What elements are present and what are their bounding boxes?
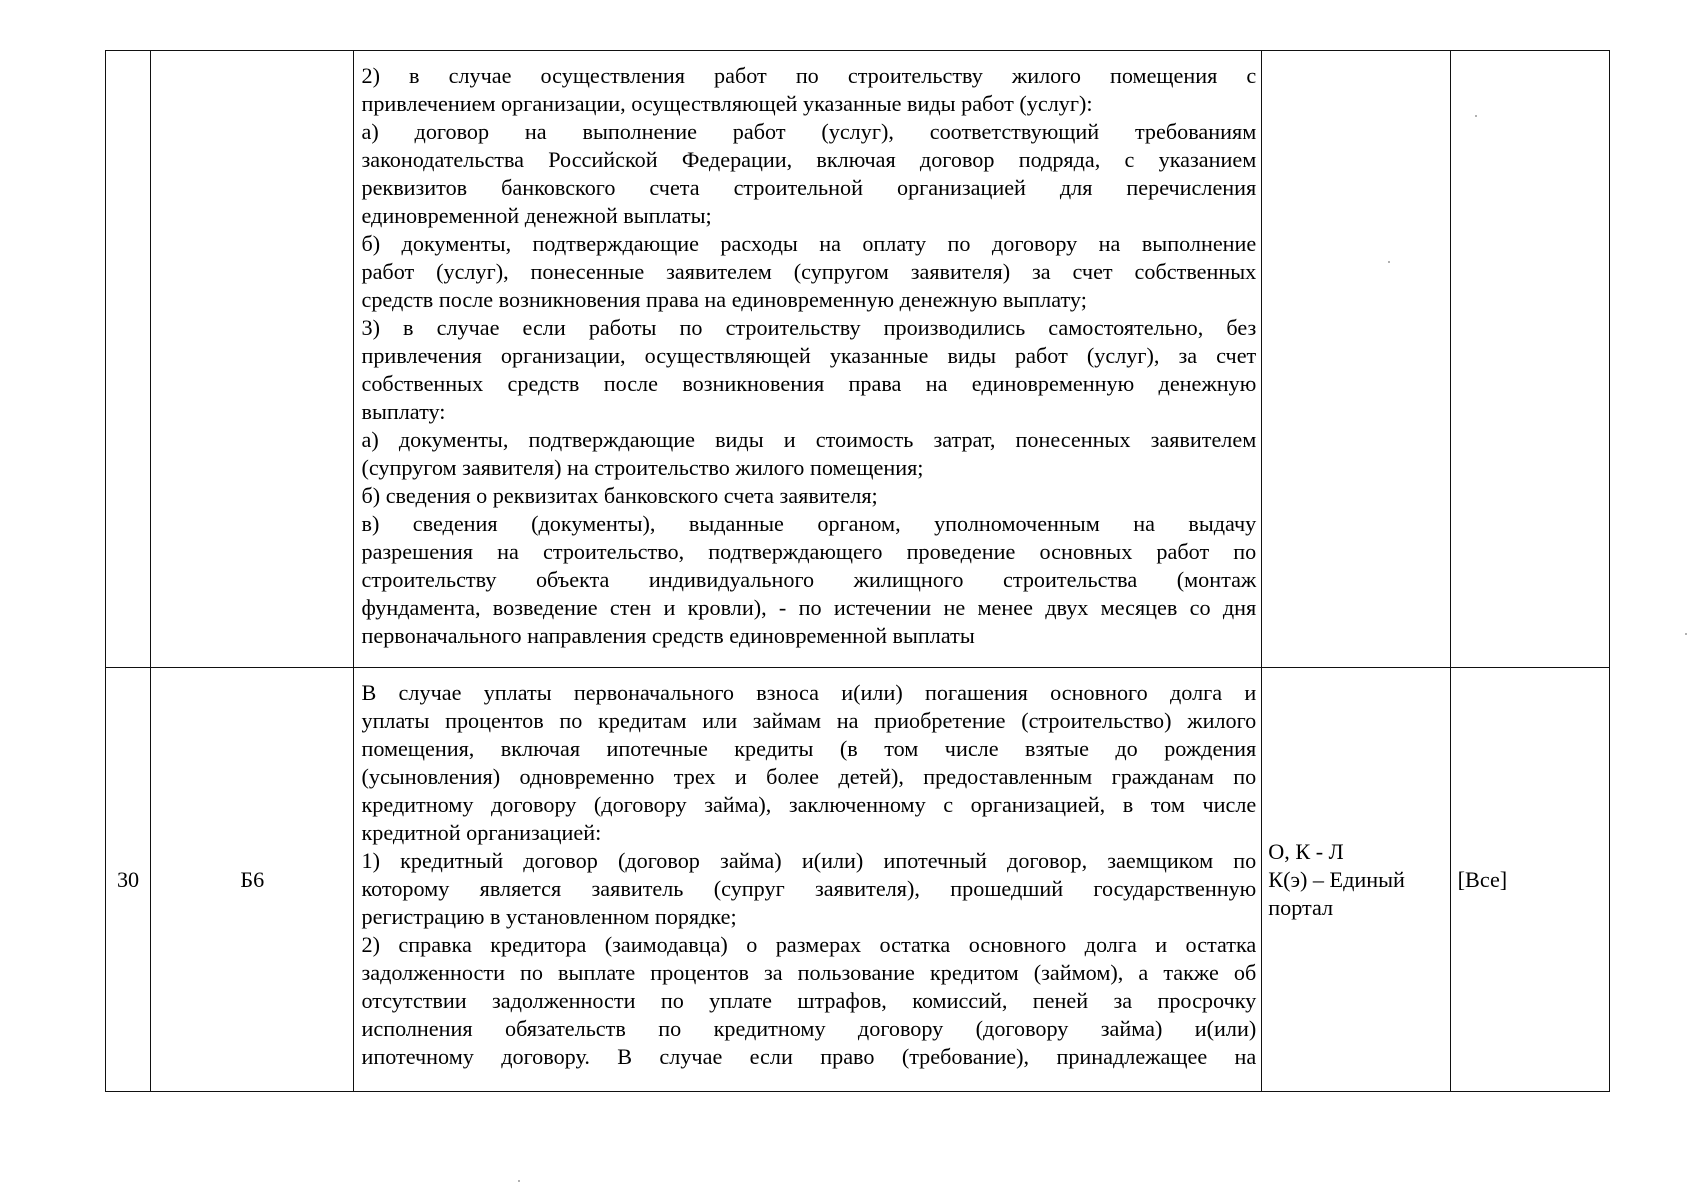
text-line: б) сведения о реквизитах банковского счета заявителя; <box>361 483 878 508</box>
table-row <box>106 51 1610 668</box>
text-line: законодательства Российской Федерации, включая договор подряда, с указанием <box>361 147 1257 172</box>
code-cell: Б6 <box>151 668 354 1092</box>
document-list-cell <box>354 51 1262 668</box>
document-list-cell <box>354 668 1262 1092</box>
text-line: отсутствии задолженности по уплате штрафов, комиссий, пеней за просрочку <box>361 988 1257 1013</box>
code-cell <box>151 51 354 668</box>
text-line: уплаты процентов по кредитам или займам на приобретение (строительство) жилого <box>361 708 1257 733</box>
text-line: кредитному договору (договору займа), заключенному с организацией, в том числе <box>361 792 1257 817</box>
text-line: 3) в случае если работы по строительству производились самостоятельно, без <box>361 315 1257 340</box>
text-line: регистрацию в установленном порядке; <box>361 904 737 929</box>
scan-speck <box>1685 633 1687 635</box>
text-line: В случае уплаты первоначального взноса и(или) погашения основного долга и <box>361 680 1257 705</box>
text-line: выплату: <box>361 399 446 424</box>
submission-form-cell <box>1262 668 1450 1092</box>
scan-speck <box>1388 261 1390 263</box>
text-line: привлечением организации, осуществляющей указанные виды работ (услуг): <box>361 91 1093 116</box>
text-line: строительству объекта индивидуального жилищного строительства (монтаж <box>361 567 1257 592</box>
document-table <box>105 50 1610 1092</box>
submission-form-cell <box>1262 51 1450 668</box>
text-line: средств после возникновения права на единовременную денежную выплату; <box>361 287 1087 312</box>
scan-speck <box>1475 115 1477 117</box>
text-line: 2) справка кредитора (заимодавца) о размерах остатка основного долга и остатка <box>361 932 1257 957</box>
text-line: а) договор на выполнение работ (услуг), соответствующий требованиям <box>361 119 1257 144</box>
text-line: разрешения на строительство, подтверждающего проведение основных работ по <box>361 539 1257 564</box>
text-line: (усыновления) одновременно трех и более детей), предоставленным гражданам по <box>361 764 1257 789</box>
text-line: фундамента, возведение стен и кровли), - по истечении не менее двух месяцев со дня <box>361 595 1257 620</box>
text-line: собственных средств после возникновения права на единовременную денежную <box>361 371 1257 396</box>
text-line: в) сведения (документы), выданные органом, уполномоченным на выдачу <box>361 511 1257 536</box>
table-row <box>106 668 1610 1092</box>
text-line: а) документы, подтверждающие виды и стоимость затрат, понесенных заявителем <box>361 427 1257 452</box>
form-line: портал <box>1268 894 1334 920</box>
row-number-cell: 30 <box>106 668 151 1092</box>
text-line: помещения, включая ипотечные кредиты (в том числе взятые до рождения <box>361 736 1257 761</box>
text-line: первоначального направления средств единовременной выплаты <box>361 623 975 648</box>
row-number-cell <box>106 51 151 668</box>
text-line: б) документы, подтверждающие расходы на оплату по договору на выполнение <box>361 231 1257 256</box>
text-line: задолженности по выплате процентов за пользование кредитом (займом), а также об <box>361 960 1257 985</box>
text-line: работ (услуг), понесенные заявителем (супругом заявителя) за счет собственных <box>361 259 1257 284</box>
text-line: кредитной организацией: <box>361 820 602 845</box>
text-line: единовременной денежной выплаты; <box>361 203 712 228</box>
text-line: 1) кредитный договор (договор займа) и(или) ипотечный договор, заемщиком по <box>361 848 1257 873</box>
form-line: О, К - Л <box>1268 838 1344 864</box>
text-line: которому является заявитель (супруг заявителя), прошедший государственную <box>361 876 1257 901</box>
text-line: исполнения обязательств по кредитному договору (договору займа) и(или) <box>361 1016 1257 1041</box>
text-line: ипотечному договору. В случае если право (требование), принадлежащее на <box>361 1044 1257 1069</box>
category-cell <box>1450 51 1609 668</box>
category-cell: [Все] <box>1450 668 1609 1092</box>
text-line: реквизитов банковского счета строительной организацией для перечисления <box>361 175 1257 200</box>
text-line: (супругом заявителя) на строительство жилого помещения; <box>361 455 924 480</box>
text-line: 2) в случае осуществления работ по строительству жилого помещения с <box>361 63 1257 88</box>
text-line: привлечения организации, осуществляющей указанные виды работ (услуг), за счет <box>361 343 1257 368</box>
scan-speck <box>518 1180 520 1182</box>
form-line: К(э) – Единый <box>1268 866 1405 892</box>
